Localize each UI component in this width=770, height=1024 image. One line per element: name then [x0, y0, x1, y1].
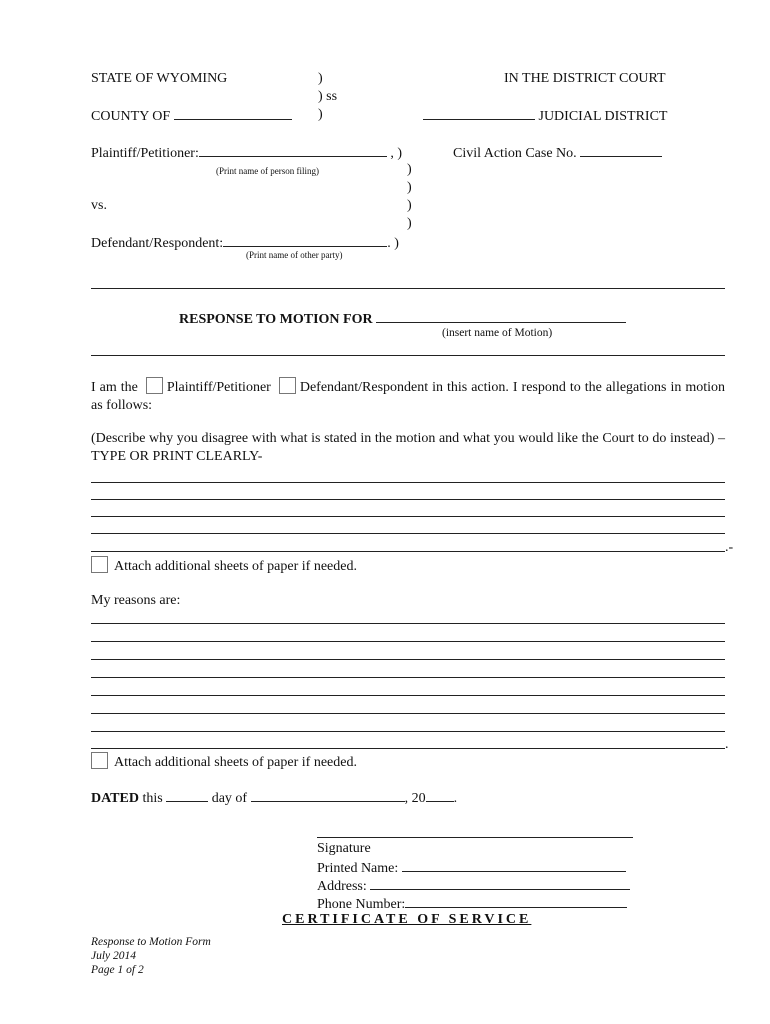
plaintiff-end: , ): [390, 146, 403, 161]
defendant-checkbox[interactable]: [279, 377, 296, 394]
phone-label: Phone Number:: [317, 897, 406, 912]
line-end-mark: .-: [725, 540, 734, 555]
caption-paren: ): [407, 162, 412, 177]
case-no-row: [453, 144, 662, 162]
reasons-line[interactable]: [91, 731, 725, 732]
response-line[interactable]: [91, 516, 725, 517]
district-label: JUDICIAL DISTRICT: [538, 109, 668, 124]
motion-hint: (insert name of Motion): [442, 327, 553, 339]
i-am-label: I am the: [91, 380, 138, 395]
state-label: STATE OF WYOMING: [91, 71, 228, 86]
year-field[interactable]: [426, 789, 454, 802]
address-label: Address:: [317, 879, 367, 894]
court-label: IN THE DISTRICT COURT: [504, 71, 666, 86]
response-line[interactable]: [91, 551, 725, 552]
title-row: [179, 310, 626, 328]
plaintiff-option: Plaintiff/Petitioner: [166, 380, 271, 395]
defendant-end: . ): [387, 236, 399, 251]
vs-label: vs.: [91, 198, 107, 213]
case-no-field[interactable]: [580, 144, 662, 157]
ss-label: ) ss: [318, 89, 338, 104]
footer-page: Page 1 of 2: [91, 964, 144, 976]
motion-name-field[interactable]: [376, 310, 626, 323]
county-row: [91, 107, 292, 125]
motion-title: RESPONSE TO MOTION FOR: [179, 312, 373, 327]
case-no-label: Civil Action Case No.: [453, 146, 577, 161]
district-number-field[interactable]: [423, 107, 535, 120]
dated-label: DATED: [91, 791, 139, 806]
plaintiff-checkbox[interactable]: [146, 377, 163, 394]
dated-end: .: [453, 791, 458, 806]
attach-row: [91, 556, 357, 575]
caption-paren: ): [407, 198, 412, 213]
response-line[interactable]: [91, 482, 725, 483]
dated-day-of: day of: [211, 791, 248, 806]
signature-line[interactable]: [317, 837, 633, 838]
attach-checkbox[interactable]: [91, 752, 108, 769]
dated-row: [91, 789, 457, 807]
county-label: COUNTY OF: [91, 109, 171, 124]
phone-row: [317, 895, 627, 913]
divider: [91, 355, 725, 356]
caption-paren: ): [318, 71, 323, 86]
reasons-line[interactable]: [91, 641, 725, 642]
caption-paren: ): [407, 180, 412, 195]
response-line[interactable]: [91, 499, 725, 500]
caption-paren: ): [318, 107, 323, 122]
reasons-line[interactable]: [91, 623, 725, 624]
defendant-row: [91, 234, 399, 252]
attach-label: Attach additional sheets of paper if needed.: [114, 755, 357, 770]
printed-name-field[interactable]: [402, 859, 626, 872]
line-end-mark: .: [725, 737, 729, 752]
reasons-line[interactable]: [91, 695, 725, 696]
reasons-label: My reasons are:: [91, 593, 181, 608]
certificate-heading: CERTIFICATE OF SERVICE: [282, 912, 532, 927]
attach-row: [91, 752, 357, 771]
day-field[interactable]: [166, 789, 208, 802]
reasons-line[interactable]: [91, 659, 725, 660]
defendant-label: Defendant/Respondent:: [91, 236, 224, 251]
address-field[interactable]: [370, 877, 630, 890]
reasons-line[interactable]: [91, 748, 725, 749]
defendant-name-field[interactable]: [223, 234, 387, 247]
attach-checkbox[interactable]: [91, 556, 108, 573]
footer-date: July 2014: [91, 950, 137, 962]
district-row: [423, 107, 667, 125]
dated-year: , 20: [404, 791, 426, 806]
attach-label: Attach additional sheets of paper if needed.: [114, 559, 357, 574]
plaintiff-row: [91, 144, 402, 162]
response-line[interactable]: [91, 533, 725, 534]
county-field[interactable]: [174, 107, 292, 120]
dated-this: this: [142, 791, 163, 806]
address-row: [317, 877, 630, 895]
printed-name-label: Printed Name:: [317, 861, 399, 876]
plaintiff-label: Plaintiff/Petitioner:: [91, 146, 199, 161]
reasons-line[interactable]: [91, 713, 725, 714]
month-field[interactable]: [251, 789, 405, 802]
caption-paren: ): [407, 216, 412, 231]
defendant-hint: (Print name of other party): [246, 250, 343, 260]
printed-name-row: [317, 859, 626, 877]
party-paragraph: [91, 377, 725, 415]
plaintiff-name-field[interactable]: [199, 144, 387, 157]
signature-label: Signature: [317, 841, 371, 856]
defendant-option: Defendant/Respondent in this action. I respond to the allegations in motion as follows:: [91, 380, 726, 413]
divider: [91, 288, 725, 289]
phone-field[interactable]: [405, 895, 627, 908]
plaintiff-hint: (Print name of person filing): [216, 166, 319, 176]
reasons-line[interactable]: [91, 677, 725, 678]
footer-form: Response to Motion Form: [91, 936, 211, 948]
describe-instructions: (Describe why you disagree with what is stated in the motion and what you would like the Court to do instead) – TYPE OR PRINT CLEARLY-: [91, 431, 725, 464]
